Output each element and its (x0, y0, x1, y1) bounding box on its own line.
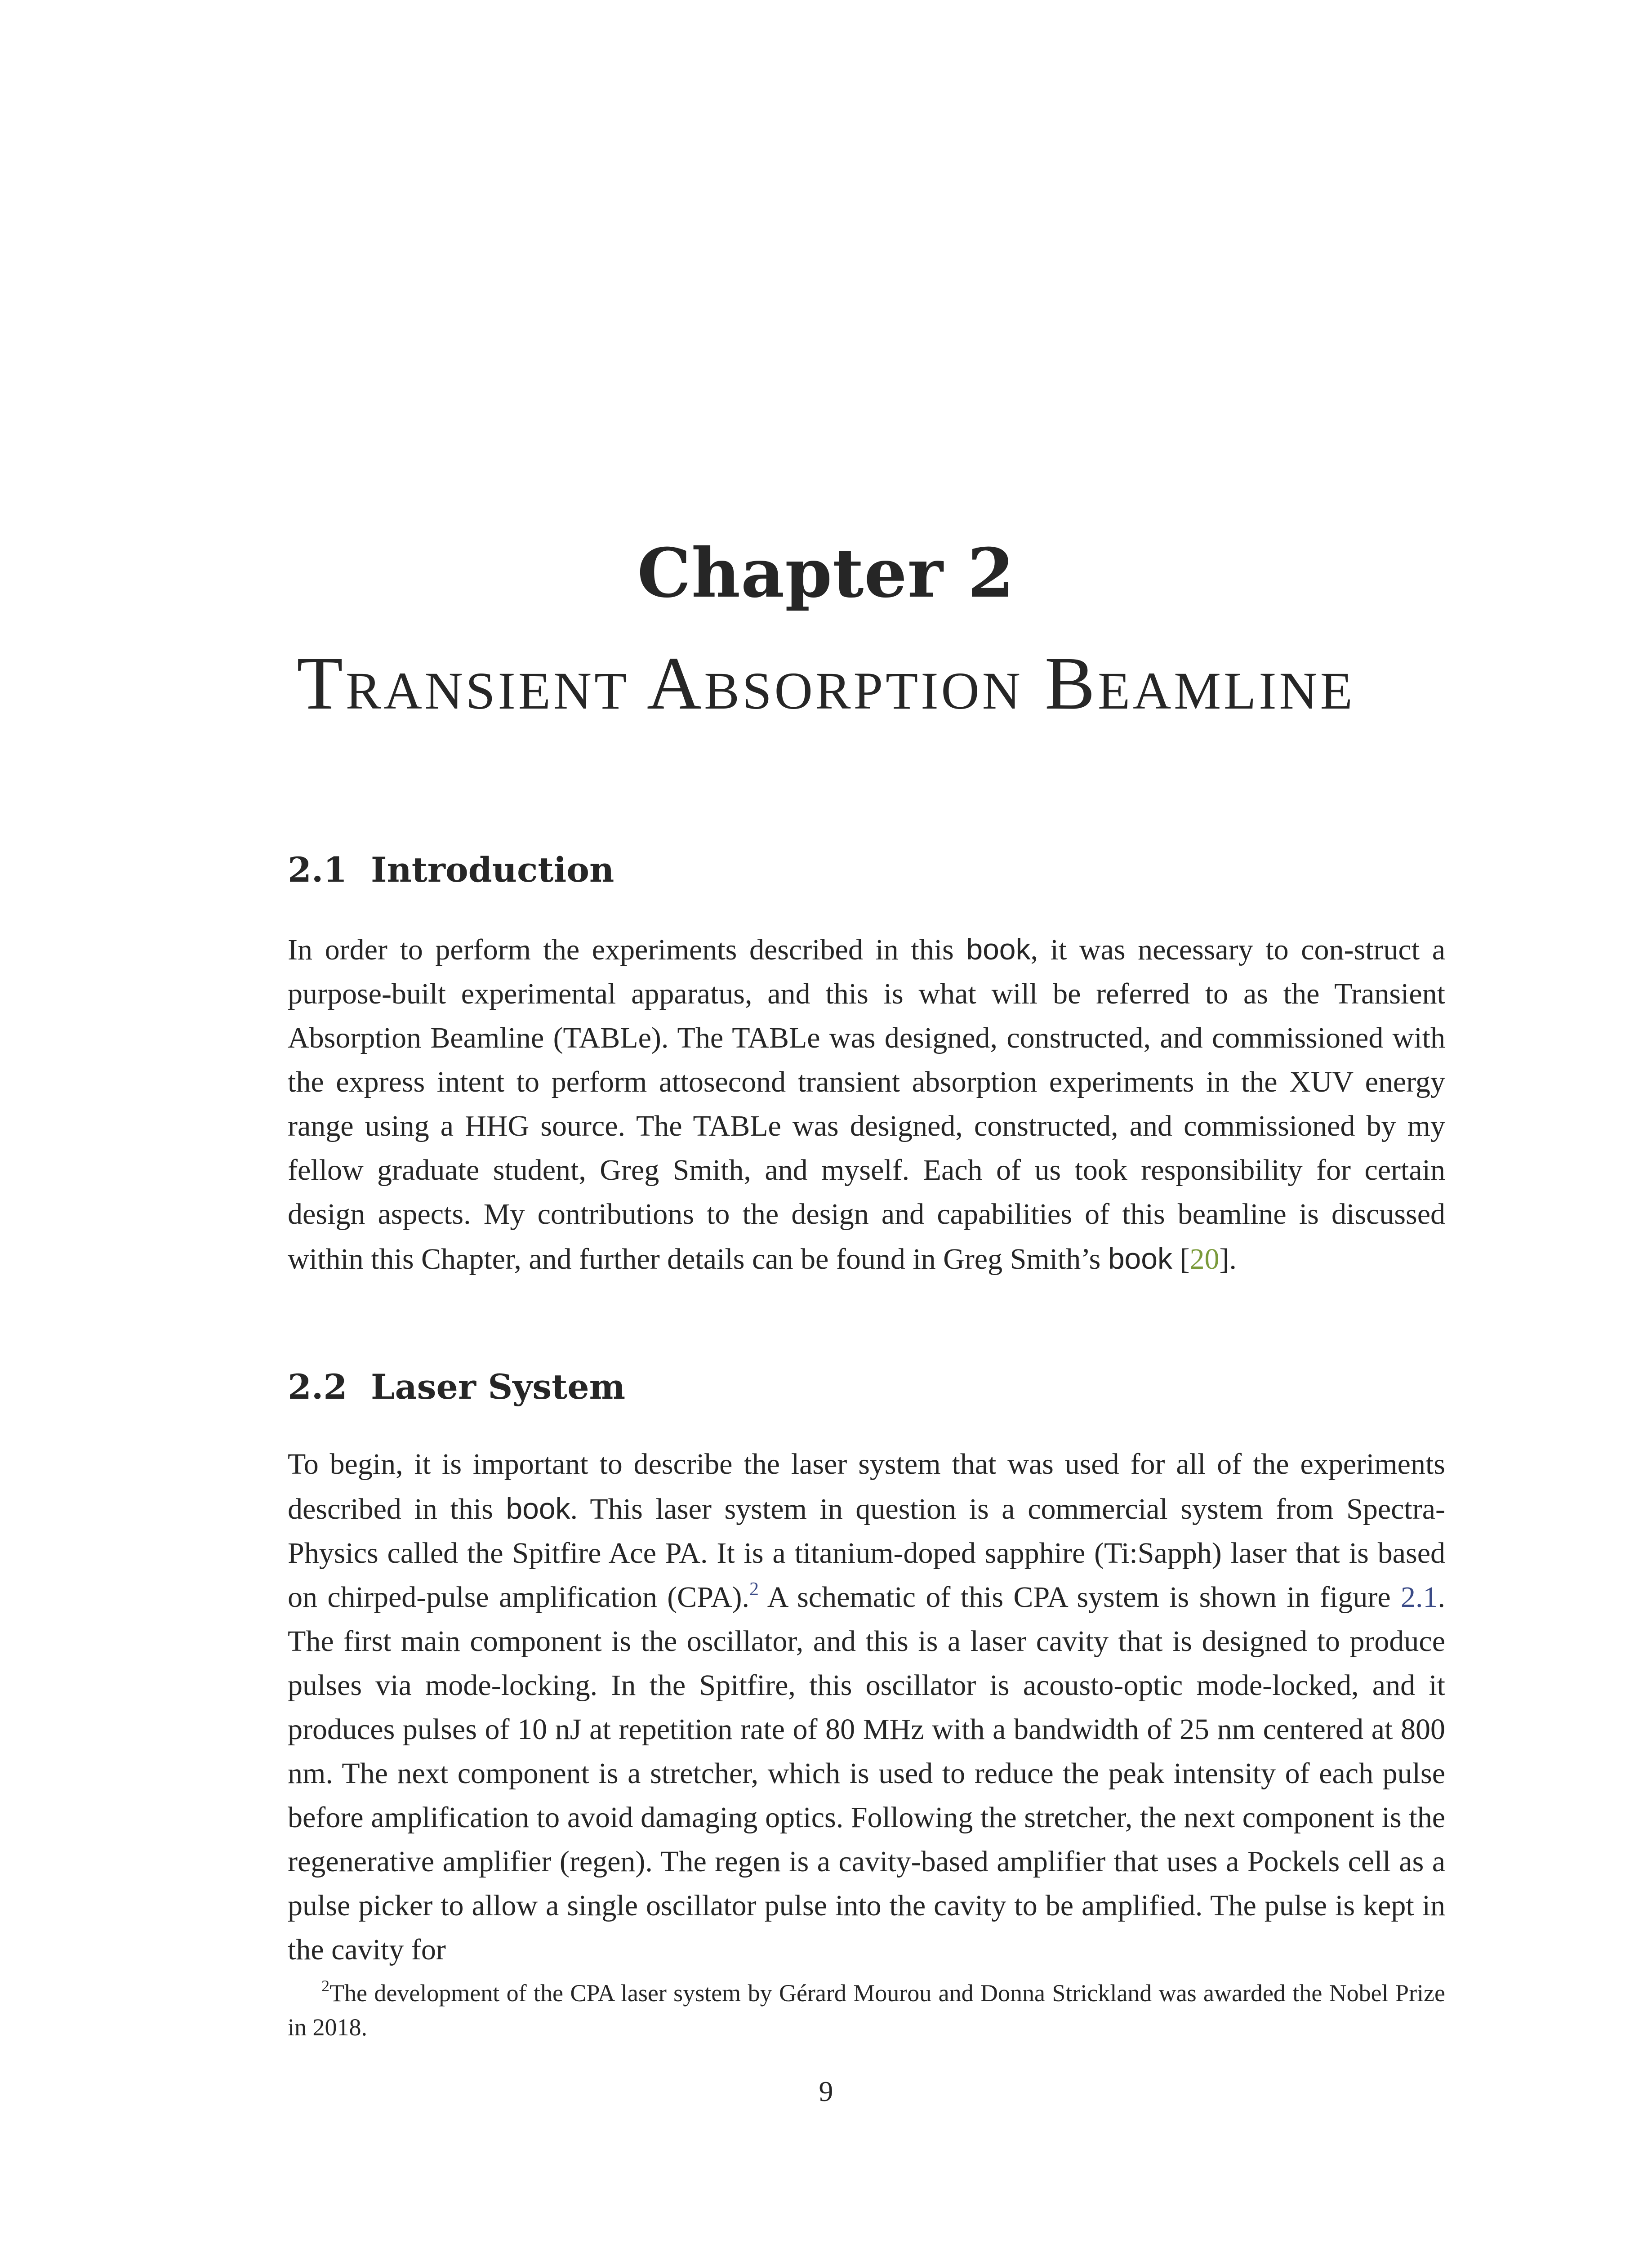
laser-system-paragraph (288, 1442, 1445, 1972)
text-run: book (506, 1492, 570, 1525)
text-run: . This laser system in question is a commercial system from Spectra-Physics called the Spitfire Ace PA. It is a titanium-doped sapphire (Ti:Sapph) laser that is based on chirped-pulse amplification (CPA). (288, 1493, 1446, 1614)
section-number: 2.1 (288, 850, 347, 890)
footnote-text: The development of the CPA laser system by Gérard Mourou and Donna Strickland was awarded the Nobel Prize in 2018. (288, 1980, 1445, 2041)
footnote (288, 1976, 1445, 2044)
text-run: In order to perform the experiments described in this (288, 933, 966, 966)
text-run: book (1108, 1242, 1172, 1275)
text-run: book (966, 932, 1031, 966)
footnote-link[interactable]: 2 (749, 1579, 759, 1600)
chapter-number: Chapter 2 (637, 534, 1015, 613)
introduction-paragraph (288, 927, 1445, 1281)
chapter-title: Transient Absorption Beamline (297, 642, 1355, 725)
text-run: [ (1172, 1243, 1190, 1276)
page-number: 9 (819, 2075, 833, 2107)
text-run: A schematic of this CPA system is shown in figure (758, 1581, 1401, 1614)
text-run: . The first main component is the oscillator, and this is a laser cavity that is designed to produce pulses via mode-locking. In the Spitfire, this oscillator is acousto-optic mode-locked, and it produces pulses of 10 nJ at repetition rate of 80 MHz with a bandwidth of 25 nm centered at 800 nm. The next component is a stretcher, which is used to reduce the peak intensity of each pulse before amplification to avoid damaging optics. Following the stretcher, the next component is the regenerative amplifier (regen). The regen is a cavity-based amplifier that uses a Pockels cell as a pulse picker to allow a single oscillator pulse into the cavity to be amplified. The pulse is kept in the cavity for (288, 1581, 1445, 1966)
section-number: 2.2 (288, 1367, 347, 1407)
footnote-mark: 2 (321, 1977, 330, 1995)
section-title: Introduction (371, 850, 614, 890)
section-heading-laser-system (288, 1365, 625, 1409)
citation-link[interactable]: 20 (1189, 1243, 1220, 1276)
section-title: Laser System (371, 1367, 626, 1407)
text-run: To begin, it is important to describe the laser system that was used for all of the experiments described in this (288, 1448, 1445, 1525)
section-heading-introduction (288, 847, 614, 892)
text-run: ]. (1219, 1243, 1237, 1276)
figure-reference-link[interactable]: 2.1 (1400, 1581, 1438, 1614)
text-run: , it was necessary to con-struct a purpose-built experimental apparatus, and this is what will be referred to as the Transient Absorption Beamline (TABLe). The TABLe was designed, constructed, and commissioned with the express intent to perform attosecond transient absorption experiments in the XUV energy range using a HHG source. The TABLe was designed, constructed, and commissioned by my fellow graduate student, Greg Smith, and myself. Each of us took responsibility for certain design aspects. My contributions to the design and capabilities of this beamline is discussed within this Chapter, and further details can be found in Greg Smith’s (288, 933, 1445, 1276)
